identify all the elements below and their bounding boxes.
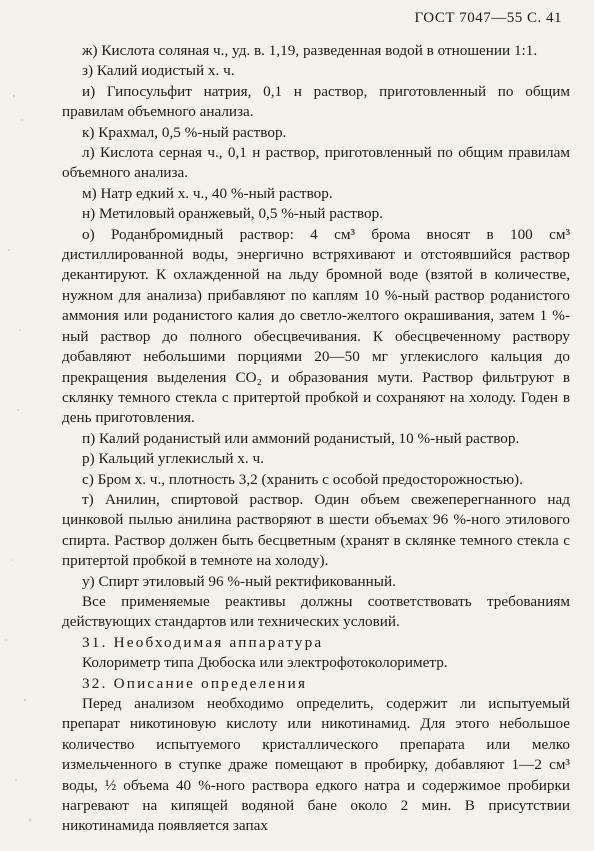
reagent-item: о) Роданбромидный раствор: 4 см³ брома вносят в 100 см³ дистиллированной воды, энергично встряхивают и отстоявшийся раствор декантируют. К охлажденной на льду бромной воде (взятой в количестве, нужном для анализа) прибавляют по каплям 10 %-ный раствор роданистого аммония или роданистого калия до светло-желтого окрашивания, затем 1 %-ный раствор до полного обесцвечивания. К обесцвеченному раствору добавляют небольшими порциями 20—50 мг углекислого кальция до прекращения выделения CO₂ и образования мути. Раствор фильтруют в склянку темного стекла с притертой пробкой и сохраняют на холоду. Годен в день приготовления. (62, 225, 570, 427)
reagent-item: с) Бром х. ч., плотность 3,2 (хранить с особой предосторожностью). (82, 470, 523, 488)
reagent-closing-note: Все применяемые реактивы должны соответствовать требованиям действующих стандартов или технических условий. (62, 592, 570, 631)
reagent-item: у) Спирт этиловый 96 %-ный ректификованный. (82, 572, 396, 590)
section-32-heading: 32. Описание определения (82, 674, 308, 692)
reagent-item: и) Гипосульфит натрия, 0,1 н раствор, приготовленный по общим правилам объемного анализа. (62, 82, 570, 121)
reagent-item: ж) Кислота соляная ч., уд. в. 1,19, разведенная водой в отношении 1:1. (82, 42, 538, 59)
reagent-item: з) Калий иодистый х. ч. (82, 62, 235, 80)
reagent-item: л) Кислота серная ч., 0,1 н раствор, приготовленный по общим правилам объемного анализа. (62, 144, 570, 182)
section-31-heading: 31. Необходимая аппаратура (82, 633, 324, 651)
section-32-body: Перед анализом необходимо определить, содержит ли испытуемый препарат никотиновую кислоту или никотинамид. Для этого небольшое количество испытуемого кристаллического препарата или мелко измельченного в ступке драже помещают в пробирку, добавляют 1—2 см³ воды, ½ объема 40 %-ного раствора едкого натра и содержимое пробирки нагревают на кипящей водяной бане около 2 мин. В присутствии никотинамида появляется запах (62, 695, 570, 835)
document-body (62, 41, 570, 837)
reagent-item: н) Метиловый оранжевый, 0,5 %-ный раствор. (82, 205, 383, 223)
reagent-item: р) Кальций углекислый х. ч. (82, 450, 264, 468)
reagent-item: п) Калий роданистый или аммоний роданистый, 10 %-ный раствор. (82, 429, 520, 447)
page-header: ГОСТ 7047—55 С. 41 (414, 10, 562, 26)
reagent-item: т) Анилин, спиртовой раствор. Один объем свежеперегнанного над цинковой пылью анилина растворяют в шести объемах 96 %-ного этилового спирта. Раствор должен быть бесцветным (хранят в склянке темного стекла с притертой пробкой в темноте на холоду). (62, 490, 570, 570)
reagent-item: к) Крахмал, 0,5 %-ный раствор. (82, 123, 287, 141)
section-31-body: Колориметр типа Дюбоска или электрофотоколориметр. (82, 654, 448, 672)
reagent-item: м) Натр едкий х. ч., 40 %-ный раствор. (82, 184, 333, 202)
